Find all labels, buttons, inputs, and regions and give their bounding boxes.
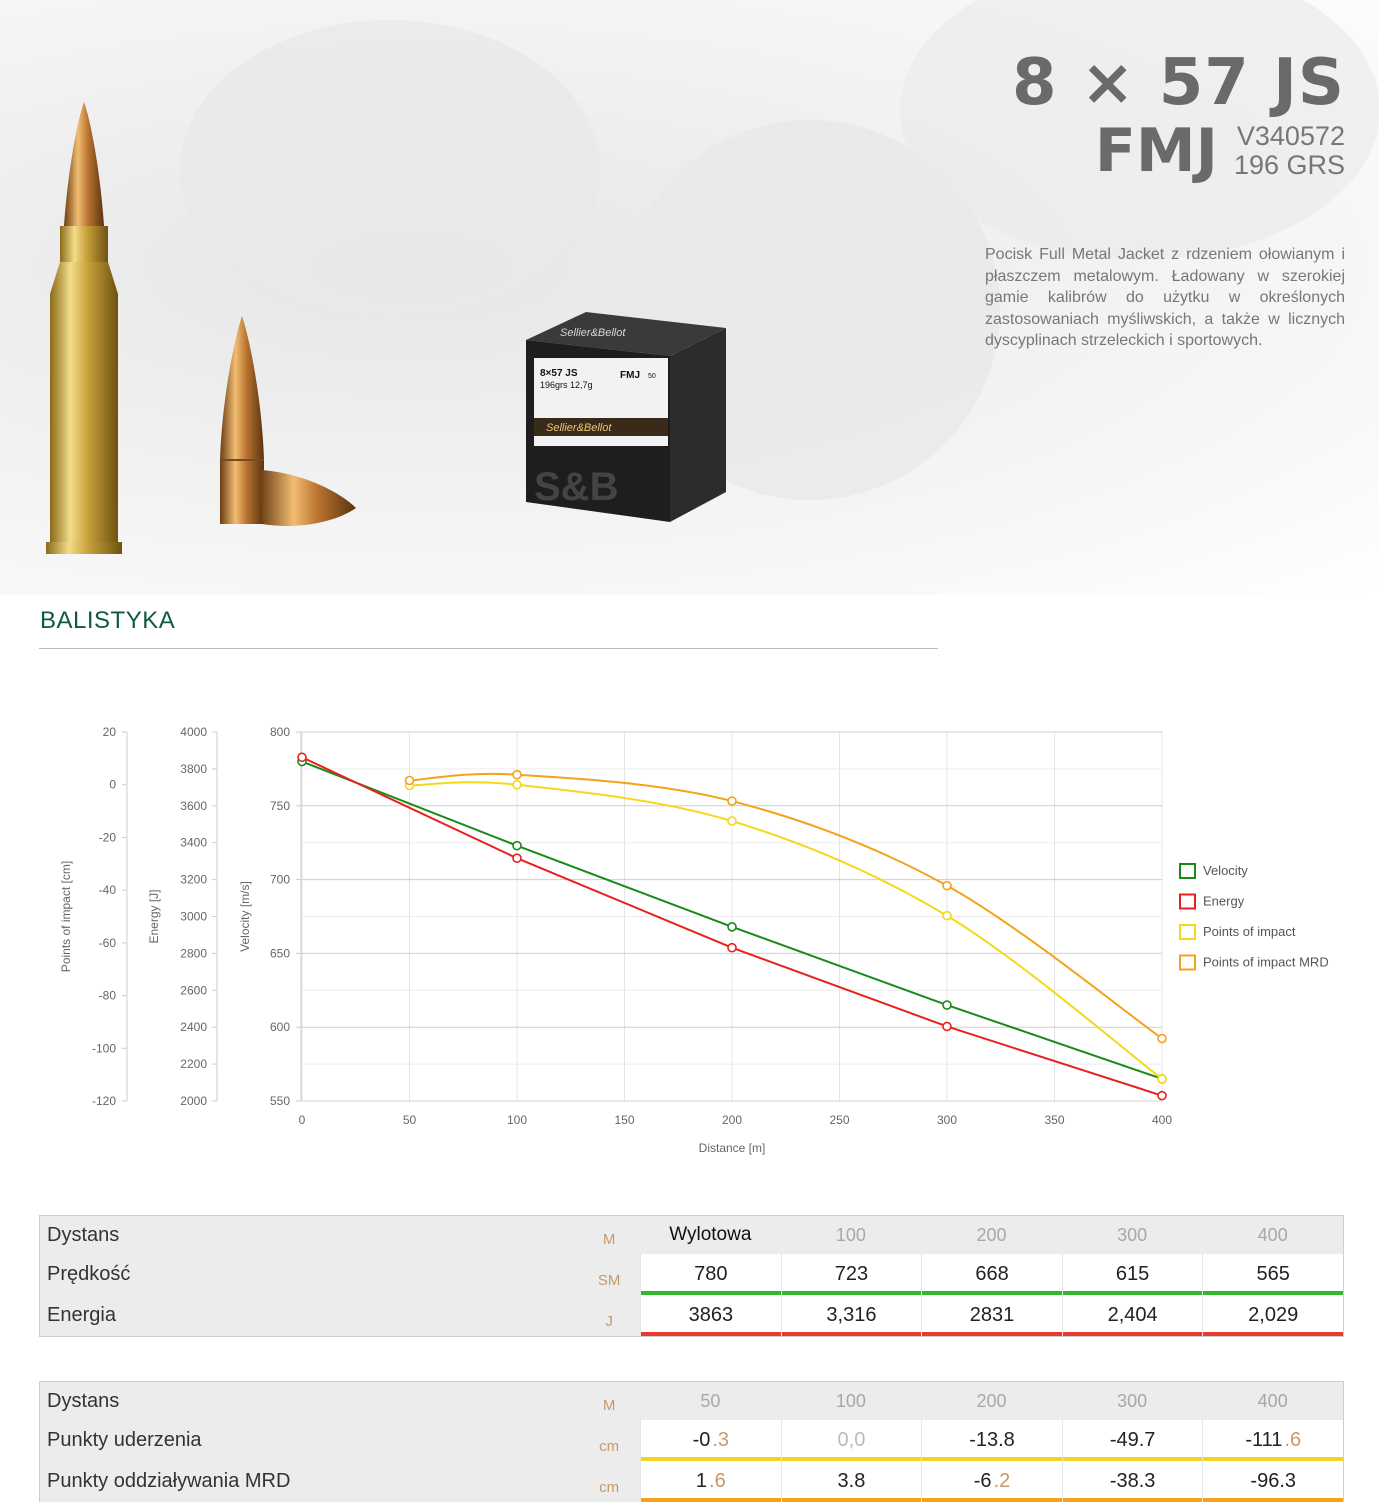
energy-tick-label: 3200: [180, 872, 207, 887]
poi-tick-label: -60: [98, 935, 116, 950]
table-header-cell: Wylotowa: [669, 1224, 752, 1245]
points-of-impact-data-point: [728, 817, 736, 825]
velocity-tick-label: 750: [269, 798, 290, 813]
table-header-cell: 50: [700, 1390, 721, 1411]
table-cell-value: 0,0: [837, 1429, 866, 1451]
table-row-unit: cm: [599, 1479, 620, 1496]
legend-label: Points of impact: [1203, 924, 1296, 939]
table-cell-value: -0: [692, 1429, 711, 1451]
ammo-box-image: [520, 300, 730, 525]
velocity-energy-table: [39, 1215, 1344, 1337]
table-header-cell: 400: [1257, 1224, 1288, 1245]
table-header-row: [40, 1382, 1343, 1420]
velocity-data-point: [728, 923, 736, 931]
points-of-impact-mrd-data-point: [943, 882, 951, 890]
table-cell-bar: [641, 1498, 781, 1502]
energy-tick-label: 3000: [180, 909, 207, 924]
table-cell: [1202, 1254, 1343, 1295]
poi-tick-label: -120: [91, 1094, 116, 1108]
table-cell-bar: [1203, 1332, 1343, 1336]
table-cell: [921, 1461, 1062, 1502]
x-axis-title: Distance [m]: [698, 1141, 766, 1155]
table-cell: [1202, 1295, 1343, 1336]
table-cell-bar: [922, 1498, 1062, 1502]
legend-label: Velocity: [1203, 863, 1248, 878]
table-row-unit: cm: [599, 1438, 620, 1455]
legend-swatch: [1180, 925, 1195, 939]
energy-tick-label: 3800: [180, 761, 207, 776]
energy-data-point: [943, 1022, 951, 1030]
poi-axis-title: Points of impact [cm]: [59, 860, 73, 973]
table-cell-value: -49.7: [1109, 1429, 1156, 1451]
table-row-unit: SM: [597, 1272, 621, 1289]
points-of-impact-data-point: [513, 781, 521, 789]
table-cell-value: 780: [694, 1263, 728, 1285]
energy-tick-label: 2600: [180, 983, 207, 998]
table-cell: [640, 1254, 781, 1295]
table-cell-bar: [1203, 1498, 1343, 1502]
points-of-impact-mrd-data-point: [406, 776, 414, 784]
table-cell: [921, 1254, 1062, 1295]
velocity-tick-label: 600: [269, 1020, 290, 1035]
legend-swatch: [1180, 864, 1195, 878]
table-header-label: Dystans: [47, 1223, 120, 1246]
poi-tick-label: 20: [102, 725, 116, 739]
table-header-unit: M: [602, 1397, 616, 1414]
table-cell: [1062, 1420, 1203, 1461]
table-cell-value: 615: [1115, 1263, 1150, 1285]
table-row-cells: [640, 1420, 1343, 1461]
table-row-label: Punkty oddziaływania MRD: [47, 1470, 291, 1492]
box-count: 50: [648, 373, 656, 380]
energy-data-point: [298, 753, 306, 761]
box-weight: 196grs 12,7g: [540, 380, 593, 390]
table-header-cells: [640, 1216, 1343, 1254]
velocity-data-point: [513, 842, 521, 850]
table-cell: [1202, 1461, 1343, 1502]
table-cell: [781, 1461, 922, 1502]
table-cell-value: 3.8: [837, 1470, 866, 1492]
velocity-data-point: [943, 1001, 951, 1009]
table-cell: [640, 1420, 781, 1461]
table-row-label: Prędkość: [47, 1263, 131, 1285]
legend-label: Points of impact MRD: [1203, 954, 1329, 970]
table-cell-value: 565: [1256, 1263, 1290, 1285]
box-brand: Sellier&Bellot: [546, 422, 612, 434]
velocity-tick-label: 700: [269, 872, 290, 887]
table-cell: [640, 1295, 781, 1336]
table-header-cell: 100: [835, 1390, 866, 1411]
table-cell-value: -6: [973, 1470, 992, 1492]
bullet-image: [208, 310, 358, 530]
legend-label: Energy: [1203, 893, 1245, 909]
table-cell-decimal: .3: [712, 1429, 730, 1451]
table-row-unit: J: [605, 1313, 613, 1330]
x-tick-label: 350: [1044, 1113, 1065, 1127]
x-tick-label: 200: [721, 1113, 743, 1127]
table-cell-decimal: .2: [993, 1470, 1011, 1492]
table-header-cell: 300: [1117, 1390, 1148, 1411]
product-description: Pocisk Full Metal Jacket z rdzeniem ołowianym i płaszczem metalowym. Ładowany w szerokiej gamie kalibrów do użytku w określonych zastosowaniach myśliwskich, a także w licznych dyscyplinach strzeleckich i sportowych.: [985, 246, 1345, 350]
impact-points-table: [39, 1381, 1344, 1502]
poi-tick-label: -80: [98, 988, 116, 1003]
box-caliber: 8×57 JS: [540, 368, 578, 379]
x-tick-label: 0: [298, 1113, 306, 1127]
velocity-tick-label: 800: [269, 725, 290, 739]
product-caliber: 8 × 57 JS: [1012, 46, 1345, 120]
table-cell: [781, 1420, 922, 1461]
product-weight: 196 GRS: [1233, 150, 1345, 180]
x-tick-label: 100: [506, 1113, 528, 1127]
velocity-tick-label: 550: [269, 1094, 290, 1108]
velocity-tick-label: 650: [269, 946, 290, 961]
table-cell: [921, 1295, 1062, 1336]
table-header-unit: M: [602, 1231, 616, 1248]
table-row-label: Energia: [47, 1304, 116, 1326]
x-tick-label: 400: [1151, 1113, 1173, 1127]
poi-tick-label: 0: [109, 777, 116, 792]
table-header-cell: 300: [1117, 1224, 1148, 1245]
table-cell-value: 1: [695, 1470, 708, 1492]
energy-data-point: [1158, 1092, 1166, 1100]
energy-tick-label: 2400: [180, 1020, 207, 1035]
table-cell-decimal: .6: [1284, 1429, 1302, 1451]
section-title: BALISTYKA: [40, 607, 176, 634]
poi-tick-label: -20: [98, 830, 116, 845]
table-cell-value: -13.8: [969, 1429, 1015, 1451]
table-row: [40, 1461, 1343, 1502]
energy-tick-label: 3600: [180, 798, 207, 813]
table-row-cells: [640, 1295, 1343, 1336]
x-tick-label: 250: [829, 1113, 850, 1127]
table-header-row: [40, 1216, 1343, 1254]
product-code: V340572: [1236, 121, 1345, 151]
box-brand-top: Sellier&Bellot: [560, 327, 626, 339]
legend-swatch: [1180, 956, 1195, 970]
table-cell-value: 2831: [969, 1304, 1015, 1326]
velocity-axis-title: Velocity [m/s]: [238, 881, 252, 952]
energy-tick-label: 3400: [180, 835, 207, 850]
table-row-cells: [640, 1254, 1343, 1295]
points-of-impact-data-point: [943, 912, 951, 920]
section-divider: [39, 648, 938, 649]
table-header-cell: 200: [976, 1224, 1007, 1245]
ballistics-chart: [0, 690, 1379, 1170]
table-cell-bar: [641, 1332, 781, 1336]
table-cell-value: 2,404: [1107, 1304, 1158, 1326]
table-cell: [781, 1254, 922, 1295]
table-cell-value: 668: [975, 1263, 1009, 1285]
energy-data-point: [728, 944, 736, 952]
table-cell-bar: [922, 1332, 1062, 1336]
table-row: [40, 1295, 1343, 1336]
table-row: [40, 1420, 1343, 1461]
table-row-label: Punkty uderzenia: [47, 1429, 202, 1451]
poi-tick-label: -40: [98, 883, 116, 898]
table-cell: [1062, 1254, 1203, 1295]
cartridge-image: [38, 98, 130, 558]
table-cell: [1062, 1461, 1203, 1502]
table-row: [40, 1254, 1343, 1295]
table-cell-value: 3863: [688, 1304, 734, 1326]
table-header-label: Dystans: [47, 1389, 120, 1412]
points-of-impact-mrd-data-point: [728, 797, 736, 805]
energy-axis-title: Energy [J]: [147, 889, 161, 944]
box-logo: S&B: [534, 465, 619, 509]
table-cell-value: -38.3: [1109, 1470, 1156, 1492]
table-cell-value: -96.3: [1250, 1470, 1296, 1492]
table-cell-value: 3,316: [826, 1304, 877, 1326]
table-cell: [640, 1461, 781, 1502]
table-cell: [921, 1420, 1062, 1461]
energy-tick-label: 2000: [180, 1094, 207, 1108]
points-of-impact-mrd-data-point: [1158, 1035, 1166, 1043]
legend-swatch: [1180, 895, 1195, 909]
table-header-cell: 200: [976, 1390, 1007, 1411]
table-cell-value: -111: [1245, 1429, 1283, 1451]
energy-tick-label: 4000: [180, 725, 207, 739]
table-cell-decimal: .6: [709, 1470, 726, 1492]
table-row-cells: [640, 1461, 1343, 1502]
table-cell: [1062, 1295, 1203, 1336]
table-cell-bar: [1063, 1332, 1203, 1336]
poi-tick-label: -100: [91, 1041, 116, 1056]
table-cell: [1202, 1420, 1343, 1461]
energy-tick-label: 2800: [180, 946, 207, 961]
energy-tick-label: 2200: [180, 1057, 207, 1072]
x-tick-label: 150: [614, 1113, 635, 1127]
table-header-cell: 400: [1257, 1390, 1288, 1411]
hero-banner: [0, 0, 1379, 595]
energy-data-point: [513, 854, 521, 862]
points-of-impact-data-point: [1158, 1075, 1166, 1083]
product-type: FMJ: [1094, 116, 1218, 186]
table-cell-bar: [782, 1332, 922, 1336]
x-tick-label: 300: [936, 1113, 958, 1127]
background-shape: [180, 20, 600, 320]
product-title: [1012, 44, 1345, 184]
table-cell-value: 2,029: [1248, 1304, 1299, 1326]
x-tick-label: 50: [402, 1113, 417, 1127]
table-cell-bar: [782, 1498, 922, 1502]
table-header-cell: 100: [835, 1224, 866, 1245]
table-header-cells: [640, 1382, 1343, 1420]
box-type: FMJ: [620, 370, 640, 381]
table-cell: [781, 1295, 922, 1336]
table-cell-value: 723: [834, 1263, 869, 1285]
points-of-impact-mrd-data-point: [513, 771, 521, 779]
table-cell-bar: [1063, 1498, 1203, 1502]
